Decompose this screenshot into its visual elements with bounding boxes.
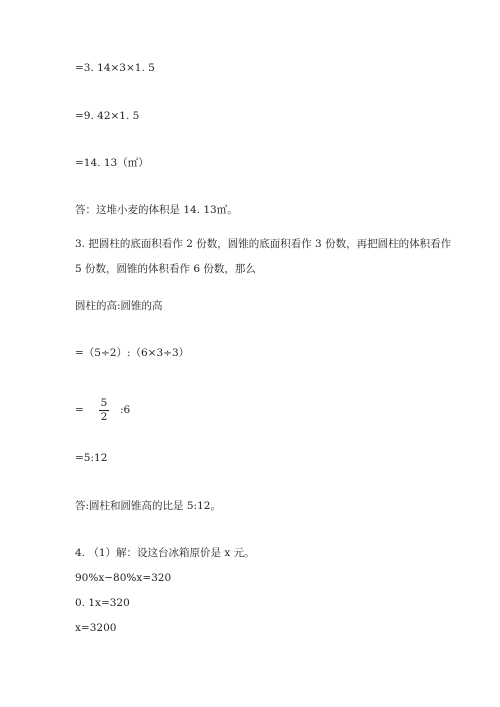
answer-line-ratio: 答:圆柱和圆锥高的比是 5:12。: [75, 500, 221, 512]
ratio-heading: 圆柱的高:圆锥的高: [75, 300, 163, 312]
problem-3-line-1: 3. 把圆柱的底面积看作 2 份数，圆锥的底面积看作 3 份数，再把圆柱的体积看作: [75, 238, 452, 250]
equation-line-2: 0. 1x=320: [75, 597, 130, 609]
fraction-denominator: 2: [100, 411, 108, 423]
step-line-1: =3. 14×3×1. 5: [75, 62, 155, 74]
ratio-remainder: :6: [120, 404, 131, 416]
fraction-numerator: 5: [100, 397, 108, 409]
problem-4-line: 4. （1）解：设这台冰箱原价是 x 元。: [75, 547, 255, 559]
equation-line-3: x=3200: [75, 622, 117, 634]
equals-sign: =: [75, 404, 84, 416]
problem-3-line-2: 5 份数，圆锥的体积看作 6 份数，那么: [75, 263, 256, 275]
answer-line-wheat: 答：这堆小麦的体积是 14. 13㎡。: [75, 204, 238, 216]
step-line-3: =14. 13（㎡）: [75, 157, 149, 169]
ratio-step-1: =（5÷2）:（6×3÷3）: [75, 347, 190, 359]
step-line-2: =9. 42×1. 5: [75, 110, 140, 122]
fraction: [96, 398, 112, 423]
ratio-step-2: [75, 398, 275, 424]
ratio-step-3: =5:12: [75, 452, 108, 464]
equation-line-1: 90%x−80%x=320: [75, 572, 172, 584]
